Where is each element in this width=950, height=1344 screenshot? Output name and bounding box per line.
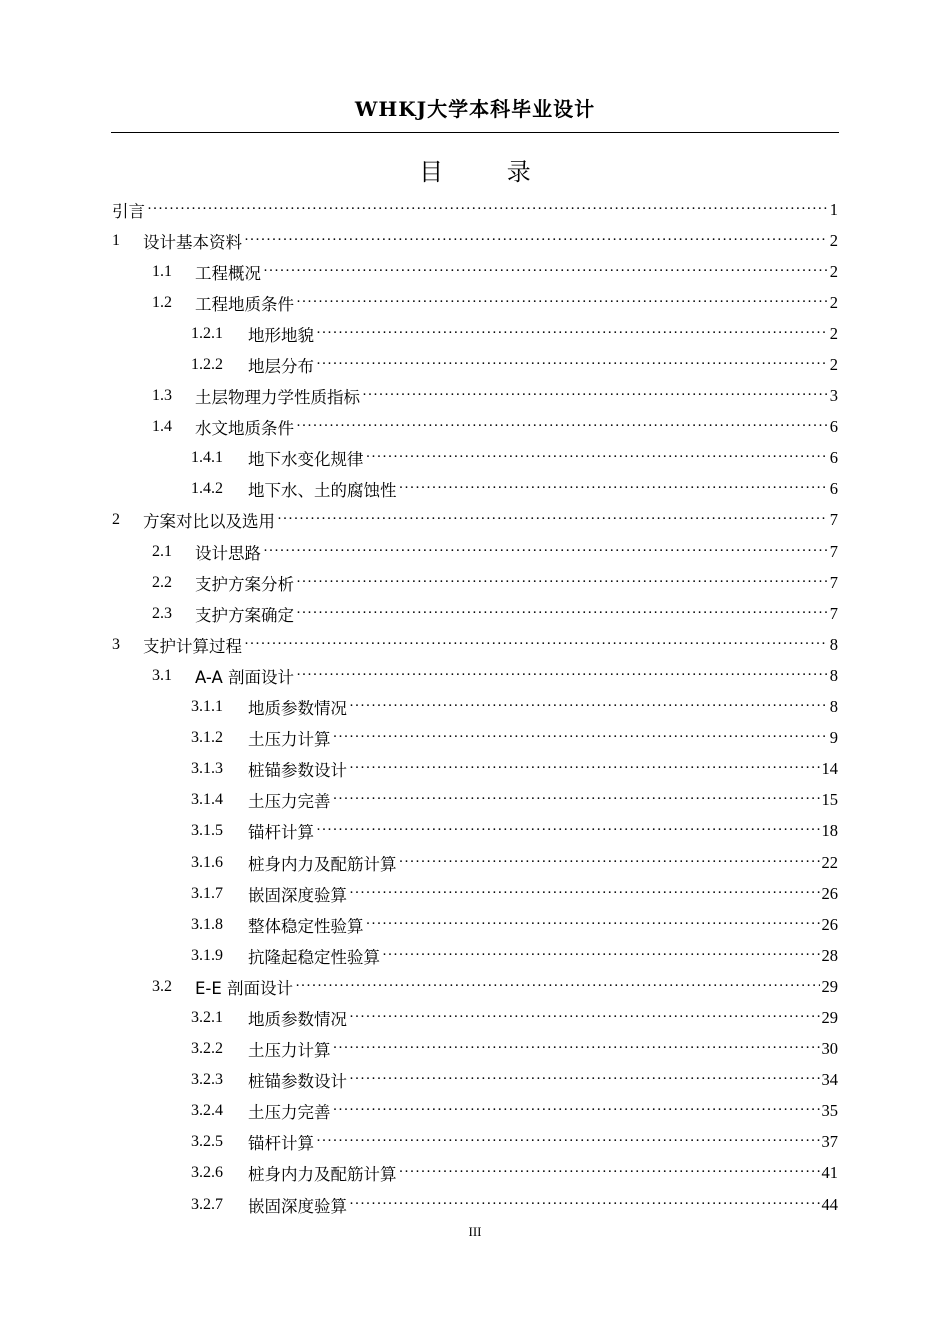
toc-entry-number: 3.2.6 — [191, 1164, 223, 1182]
toc-entry-page: 1 — [829, 199, 838, 219]
toc-entry-title: 工程概况 — [195, 263, 261, 283]
toc-entry-page: 44 — [821, 1194, 838, 1214]
toc-entry[interactable] — [112, 598, 838, 629]
toc-entry-page: 7 — [829, 510, 838, 530]
toc-entry[interactable] — [112, 971, 838, 1002]
toc-entry[interactable] — [112, 660, 838, 691]
toc-entry-page: 2 — [829, 323, 838, 343]
toc-entry-number: 3.1.4 — [191, 791, 223, 809]
toc-entry-title: 土压力完善 — [248, 792, 331, 812]
toc-entry-number: 3.1.6 — [191, 853, 223, 871]
toc-entry-page: 18 — [821, 821, 838, 841]
toc-entry-number: 3 — [112, 635, 120, 653]
toc-entry[interactable] — [112, 1127, 838, 1158]
toc-entry-page: 3 — [829, 386, 838, 406]
toc-entry-title: E-E 剖面设计 — [195, 978, 294, 998]
toc-entry-number: 1.4.2 — [191, 480, 223, 498]
toc-dot-leader — [362, 386, 828, 406]
toc-dot-leader — [349, 759, 820, 779]
toc-entry-title: 设计思路 — [195, 543, 261, 563]
toc-entry-number: 3.2.5 — [191, 1133, 223, 1151]
toc-entry-page: 8 — [829, 634, 838, 654]
toc-heading: 目 录 — [419, 158, 559, 186]
toc-dot-leader — [263, 542, 828, 562]
toc-entry-number: 3.2.4 — [191, 1102, 223, 1120]
toc-entry[interactable] — [112, 474, 838, 505]
running-header-title: WHKJ大学本科毕业设计 — [354, 97, 596, 121]
toc-dot-leader — [316, 324, 828, 344]
toc-entry-number: 2.1 — [152, 542, 172, 560]
toc-entry-page: 6 — [829, 479, 838, 499]
toc-entry[interactable] — [112, 256, 838, 287]
toc-entry[interactable] — [112, 909, 838, 940]
toc-entry-page: 2 — [829, 230, 838, 250]
toc-dot-leader — [349, 1195, 820, 1215]
toc-entry[interactable] — [112, 878, 838, 909]
toc-entry-title: 地下水变化规律 — [248, 450, 364, 470]
toc-entry-title: 桩身内力及配筋计算 — [248, 1165, 397, 1185]
toc-entry-page: 29 — [821, 976, 838, 996]
toc-entry-page: 2 — [829, 292, 838, 312]
toc-entry-title: 土压力计算 — [248, 730, 331, 750]
toc-entry-page: 7 — [829, 572, 838, 592]
toc-dot-leader — [366, 448, 828, 468]
toc-dot-leader — [333, 1039, 820, 1059]
toc-entry[interactable] — [112, 847, 838, 878]
toc-entry-title: 桩锚参数设计 — [248, 761, 347, 781]
toc-entry-title: 桩身内力及配筋计算 — [248, 854, 397, 874]
toc-entry-title: 水文地质条件 — [195, 419, 294, 439]
toc-dot-leader — [296, 573, 828, 593]
toc-entry-page: 26 — [821, 914, 838, 934]
toc-entry-number: 3.2.2 — [191, 1040, 223, 1058]
toc-entry-title: 整体稳定性验算 — [248, 916, 364, 936]
toc-entry-title: 锚杆计算 — [248, 1134, 314, 1154]
toc-entry-page: 30 — [821, 1039, 838, 1059]
toc-dot-leader — [296, 417, 828, 437]
toc-entry-number: 1.1 — [152, 262, 172, 280]
toc-entry[interactable] — [112, 443, 838, 474]
toc-entry-number: 3.1.9 — [191, 946, 223, 964]
toc-dot-leader — [244, 231, 828, 251]
toc-entry-page: 7 — [829, 541, 838, 561]
page-number: III — [468, 1224, 482, 1239]
toc-dot-leader — [295, 977, 819, 997]
toc-entry-title: 抗隆起稳定性验算 — [248, 947, 380, 967]
toc-entry-title: A-A 剖面设计 — [195, 667, 295, 687]
toc-entry-number: 1.2.2 — [191, 356, 223, 374]
toc-entry[interactable] — [112, 1096, 838, 1127]
toc-entry-page: 37 — [821, 1132, 838, 1152]
toc-dot-leader — [316, 821, 820, 841]
toc-entry-number: 3.1.8 — [191, 915, 223, 933]
toc-entry[interactable] — [112, 723, 838, 754]
toc-entry-number: 1.3 — [152, 387, 172, 405]
toc-entry-title: 地层分布 — [248, 357, 314, 377]
toc-dot-leader — [333, 1101, 820, 1121]
toc-entry-page: 9 — [829, 728, 838, 748]
toc-dot-leader — [349, 697, 828, 717]
toc-dot-leader — [399, 853, 820, 873]
toc-dot-leader — [333, 790, 820, 810]
toc-entry-page: 29 — [821, 1007, 838, 1027]
header-divider — [111, 132, 839, 133]
toc-entry-number: 2.2 — [152, 573, 172, 591]
toc-dot-leader — [296, 666, 828, 686]
toc-entry[interactable] — [112, 816, 838, 847]
toc-entry[interactable] — [112, 629, 838, 660]
toc-entry[interactable] — [112, 1002, 838, 1033]
toc-dot-leader — [366, 915, 820, 935]
toc-entry[interactable] — [112, 1065, 838, 1096]
toc-entry-page: 26 — [821, 883, 838, 903]
toc-entry-page: 2 — [829, 261, 838, 281]
toc-dot-leader — [244, 635, 828, 655]
toc-entry-page: 8 — [829, 697, 838, 717]
toc-entry-title: 支护方案分析 — [195, 574, 294, 594]
toc-entry-page: 34 — [821, 1070, 838, 1090]
toc-entry-number: 3.1 — [152, 666, 172, 684]
toc-entry[interactable] — [112, 381, 838, 412]
toc-entry-title: 嵌固深度验算 — [248, 1196, 347, 1216]
toc-entry-number: 3.1.7 — [191, 884, 223, 902]
toc-entry-title: 土层物理力学性质指标 — [195, 388, 360, 408]
toc-entry-page: 28 — [821, 945, 838, 965]
toc-dot-leader — [399, 479, 828, 499]
toc-entry-title: 嵌固深度验算 — [248, 885, 347, 905]
toc-entry-number: 3.2.1 — [191, 1008, 223, 1026]
toc-entry-title: 地质参数情况 — [248, 699, 347, 719]
toc-entry-number: 3.2.7 — [191, 1195, 223, 1213]
toc-entry-title: 支护计算过程 — [143, 636, 242, 656]
toc-entry[interactable] — [112, 287, 838, 318]
toc-entry[interactable] — [112, 785, 838, 816]
toc-entry-number: 3.1.5 — [191, 822, 223, 840]
toc-dot-leader — [382, 946, 820, 966]
toc-dot-leader — [349, 1008, 820, 1028]
toc-entry-number: 1.4.1 — [191, 449, 223, 467]
toc-entry[interactable] — [112, 349, 838, 380]
toc-entry-page: 22 — [821, 852, 838, 872]
toc-entry-title: 地质参数情况 — [248, 1009, 347, 1029]
toc-entry-page: 35 — [821, 1101, 838, 1121]
toc-entry-number: 1 — [112, 231, 120, 249]
toc-entry-page: 6 — [829, 417, 838, 437]
toc-entry-title: 引言 — [112, 201, 145, 221]
toc-entry-number: 1.2 — [152, 293, 172, 311]
toc-entry-number: 3.2.3 — [191, 1071, 223, 1089]
toc-entry-number: 2 — [112, 511, 120, 529]
toc-entry-page: 7 — [829, 603, 838, 623]
toc-entry[interactable] — [112, 194, 838, 225]
toc-entry[interactable] — [112, 692, 838, 723]
toc-entry-number: 3.2 — [152, 977, 172, 995]
toc-entry-page: 15 — [821, 790, 838, 810]
toc-dot-leader — [316, 1132, 820, 1152]
toc-entry[interactable] — [112, 1158, 838, 1189]
toc-entry-page: 14 — [821, 759, 838, 779]
toc-entry[interactable] — [112, 536, 838, 567]
toc-dot-leader — [263, 262, 828, 282]
toc-entry-title: 工程地质条件 — [195, 294, 294, 314]
toc-dot-leader — [316, 355, 828, 375]
toc-entry-title: 桩锚参数设计 — [248, 1072, 347, 1092]
toc-entry-page: 41 — [821, 1163, 838, 1183]
toc-entry[interactable] — [112, 412, 838, 443]
toc-entry-page: 6 — [829, 448, 838, 468]
toc-dot-leader — [296, 293, 828, 313]
toc-entry-page: 8 — [829, 665, 838, 685]
toc-entry-title: 锚杆计算 — [248, 823, 314, 843]
toc-entry[interactable] — [112, 318, 838, 349]
toc-entry[interactable] — [112, 754, 838, 785]
toc-entry-number: 3.1.2 — [191, 729, 223, 747]
toc-entry-title: 方案对比以及选用 — [143, 512, 275, 532]
toc-entry[interactable] — [112, 505, 838, 536]
toc-dot-leader — [333, 728, 828, 748]
toc-entry-title: 设计基本资料 — [143, 232, 242, 252]
toc-entry[interactable] — [112, 1034, 838, 1065]
table-of-contents — [112, 194, 838, 1220]
toc-dot-leader — [349, 884, 820, 904]
toc-entry[interactable] — [112, 225, 838, 256]
toc-entry[interactable] — [112, 567, 838, 598]
toc-dot-leader — [277, 510, 828, 530]
toc-entry-title: 地下水、土的腐蚀性 — [248, 481, 397, 501]
toc-entry-page: 2 — [829, 355, 838, 375]
toc-entry-title: 土压力计算 — [248, 1041, 331, 1061]
toc-entry-number: 3.1.3 — [191, 760, 223, 778]
toc-entry-title: 地形地貌 — [248, 325, 314, 345]
toc-dot-leader — [349, 1070, 820, 1090]
toc-entry-number: 1.2.1 — [191, 324, 223, 342]
toc-entry-number: 3.1.1 — [191, 698, 223, 716]
toc-entry-title: 支护方案确定 — [195, 605, 294, 625]
toc-entry[interactable] — [112, 940, 838, 971]
toc-entry[interactable] — [112, 1189, 838, 1220]
toc-dot-leader — [147, 200, 828, 220]
toc-dot-leader — [399, 1163, 820, 1183]
toc-entry-number: 1.4 — [152, 418, 172, 436]
toc-entry-number: 2.3 — [152, 604, 172, 622]
toc-entry-title: 土压力完善 — [248, 1103, 331, 1123]
toc-dot-leader — [296, 604, 828, 624]
